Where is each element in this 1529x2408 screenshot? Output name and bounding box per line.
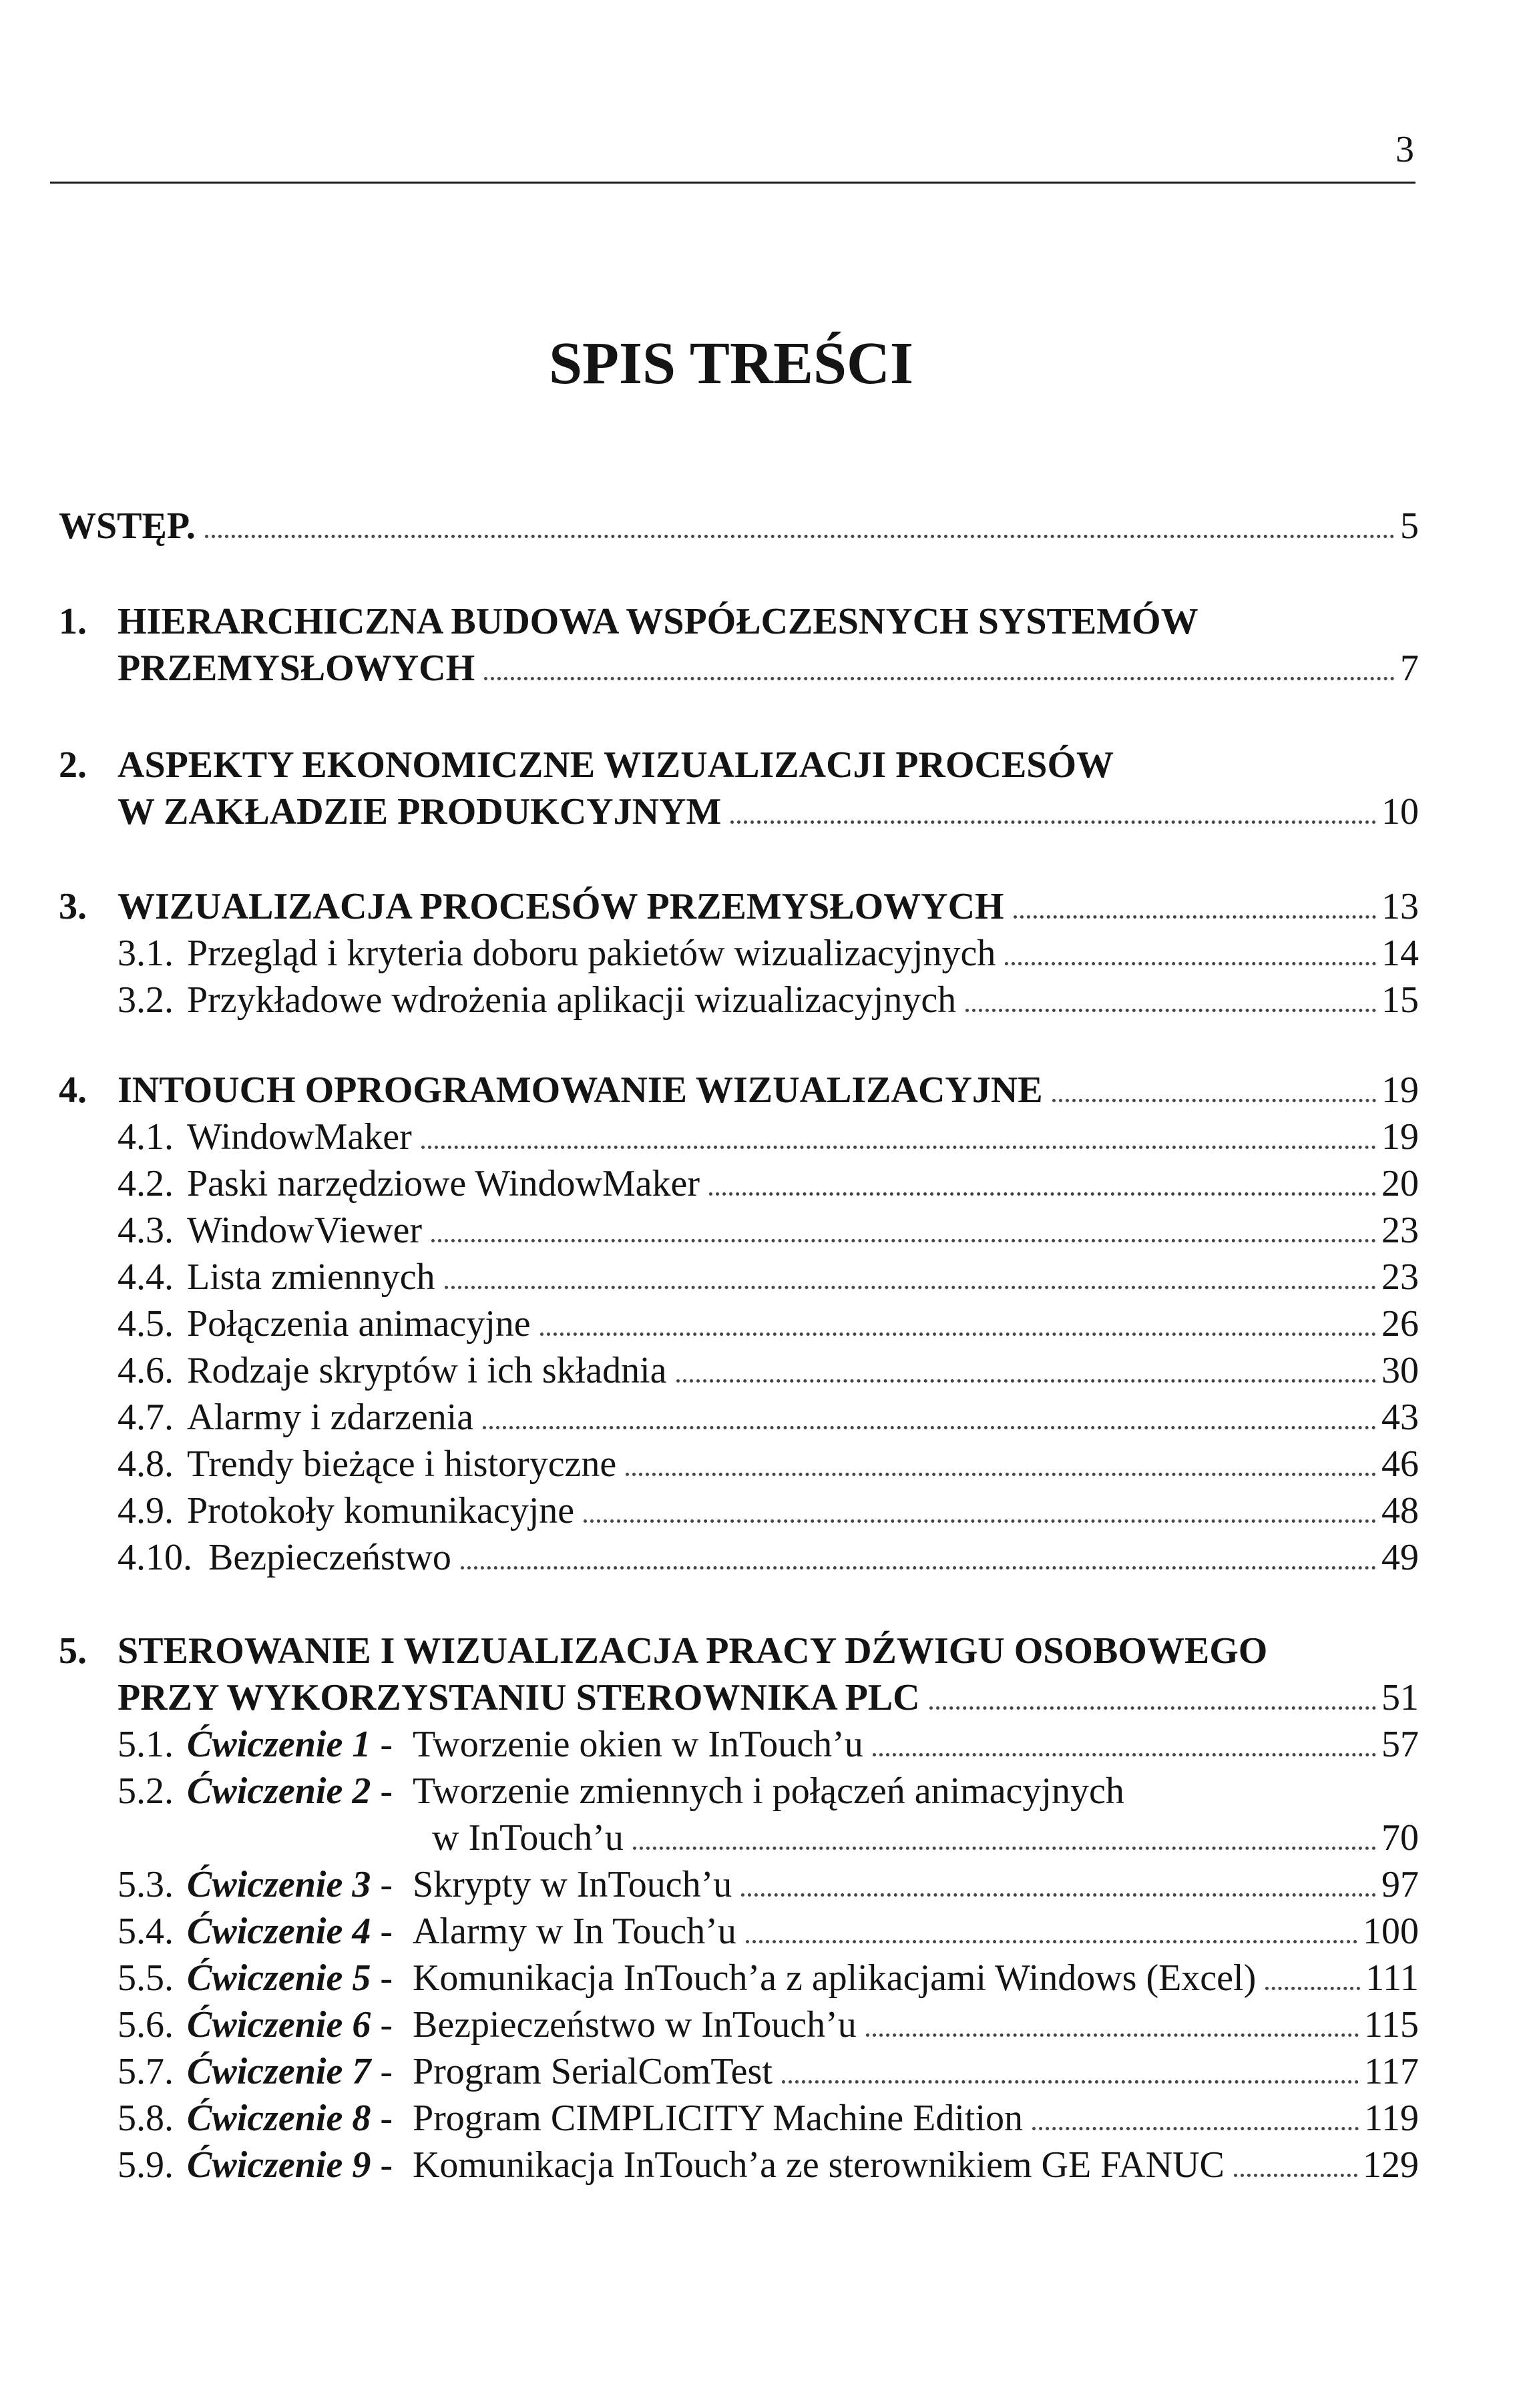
toc-entry-4-1[interactable] — [118, 1115, 1419, 1160]
dot-leader — [873, 1753, 1376, 1756]
dot-leader — [421, 1146, 1376, 1149]
toc-entry-title: Komunikacja InTouch’a ze sterownikiem GE FANUC — [412, 2144, 1225, 2186]
toc-entry-number: 5.4. — [118, 1911, 174, 1952]
toc-entry-number: 4.2. — [118, 1163, 174, 1204]
page-number: 3 — [1395, 129, 1414, 170]
dot-leader — [965, 1009, 1376, 1012]
toc-entry-number: 3. — [59, 886, 87, 927]
toc-entry-5-6[interactable] — [118, 2003, 1419, 2048]
dot-leader — [540, 1333, 1376, 1336]
toc-entry-title: Paski narzędziowe WindowMaker — [187, 1163, 700, 1204]
dot-leader — [584, 1519, 1376, 1523]
toc-entry-page: 111 — [1365, 1957, 1419, 1999]
toc-entry-3-2[interactable] — [118, 978, 1419, 1023]
toc-chapter-2-line1[interactable] — [59, 743, 1114, 788]
exercise-label: Ćwiczenie 3 — [187, 1864, 371, 1905]
dot-leader — [746, 1940, 1357, 1943]
toc-entry-number: 5.1. — [118, 1724, 174, 1765]
exercise-label: Ćwiczenie 5 — [187, 1957, 371, 1999]
toc-entry-number: 5.7. — [118, 2051, 174, 2092]
toc-entry-4-10[interactable] — [118, 1535, 1419, 1580]
toc-entry-number: 1. — [59, 601, 87, 642]
toc-entry-page: 13 — [1381, 886, 1419, 927]
toc-entry-number: 3.1. — [118, 933, 174, 974]
exercise-dash: - — [371, 1957, 393, 1999]
toc-entry-title: Alarmy i zdarzenia — [187, 1397, 474, 1438]
dot-leader — [730, 820, 1376, 824]
toc-entry-number: 4.7. — [118, 1397, 174, 1438]
exercise-dash: - — [371, 2144, 393, 2186]
toc-entry-title: Rodzaje skryptów i ich składnia — [187, 1350, 667, 1391]
toc-entry-4-3[interactable] — [118, 1208, 1419, 1253]
dot-leader — [1052, 1099, 1376, 1102]
exercise-label: Ćwiczenie 7 — [187, 2051, 371, 2092]
toc-entry-title: Alarmy w In Touch’u — [412, 1911, 736, 1952]
toc-entry-number: 4.1. — [118, 1116, 174, 1158]
page-title: SPIS TREŚCI — [548, 330, 914, 397]
exercise-label: Ćwiczenie 1 — [187, 1724, 371, 1765]
toc-entry-title: WindowViewer — [187, 1210, 423, 1251]
toc-entry-number: 4. — [59, 1069, 87, 1111]
toc-entry-title: Tworzenie okien w InTouch’u — [412, 1724, 863, 1765]
toc-entry-number: 4.3. — [118, 1210, 174, 1251]
exercise-dash: - — [371, 2098, 393, 2139]
dot-leader — [483, 1426, 1376, 1429]
toc-entry-number: 3.2. — [118, 979, 174, 1021]
exercise-dash: - — [371, 1911, 393, 1952]
toc-entry-5-2-line1[interactable] — [118, 1769, 1124, 1814]
toc-entry-page: 19 — [1381, 1069, 1419, 1111]
dot-leader — [445, 1286, 1376, 1289]
toc-entry-5-9[interactable] — [118, 2143, 1419, 2188]
exercise-label: Ćwiczenie 8 — [187, 2098, 371, 2139]
toc-chapter-1-line1[interactable] — [59, 599, 1198, 644]
dot-leader — [633, 1847, 1376, 1850]
toc-entry-title: Tworzenie zmiennych i połączeń animacyjnych — [412, 1770, 1124, 1812]
dot-leader — [866, 2033, 1359, 2037]
dot-leader — [741, 1893, 1376, 1897]
exercise-label: Ćwiczenie 9 — [187, 2144, 371, 2186]
toc-entry-title: Przegląd i kryteria doboru pakietów wizualizacyjnych — [187, 933, 996, 974]
toc-entry-number: 4.4. — [118, 1256, 174, 1298]
toc-entry-5-5[interactable] — [118, 1956, 1419, 2001]
toc-entry-page: 23 — [1381, 1210, 1419, 1251]
toc-entry-intro[interactable] — [59, 504, 1419, 549]
toc-entry-page: 97 — [1381, 1864, 1419, 1905]
dot-leader — [205, 535, 1395, 538]
toc-entry-page: 23 — [1381, 1256, 1419, 1298]
toc-entry-page: 100 — [1363, 1911, 1419, 1952]
toc-entry-title: ASPEKTY EKONOMICZNE WIZUALIZACJI PROCESÓW — [118, 744, 1114, 786]
toc-entry-chapter-1[interactable] — [118, 646, 1419, 691]
toc-entry-page: 70 — [1381, 1817, 1419, 1859]
toc-entry-number: 4.10. — [118, 1537, 192, 1578]
toc-entry-4-6[interactable] — [118, 1349, 1419, 1393]
exercise-dash: - — [371, 1770, 393, 1812]
dot-leader — [626, 1473, 1376, 1476]
toc-entry-title: Bezpieczeństwo — [208, 1537, 451, 1578]
toc-entry-title: HIERARCHICZNA BUDOWA WSPÓŁCZESNYCH SYSTEMÓW — [118, 601, 1198, 642]
toc-entry-number: 5.8. — [118, 2098, 174, 2139]
toc-entry-5-7[interactable] — [118, 2050, 1419, 2094]
toc-entry-title: Program CIMPLICITY Machine Edition — [412, 2098, 1024, 2139]
dot-leader — [709, 1192, 1376, 1196]
toc-entry-title: WIZUALIZACJA PROCESÓW PRZEMYSŁOWYCH — [118, 886, 1004, 927]
toc-entry-page: 129 — [1363, 2144, 1419, 2186]
toc-entry-title: Protokoły komunikacyjne — [187, 1490, 575, 1531]
toc-entry-title: WindowMaker — [187, 1116, 412, 1158]
dot-leader — [1014, 915, 1376, 919]
toc-entry-4-5[interactable] — [118, 1302, 1419, 1347]
toc-entry-4-4[interactable] — [118, 1255, 1419, 1300]
toc-entry-page: 5 — [1400, 505, 1419, 547]
toc-entry-page: 30 — [1381, 1350, 1419, 1391]
toc-entry-4-8[interactable] — [118, 1442, 1419, 1487]
toc-entry-title: W ZAKŁADZIE PRODUKCYJNYM — [118, 791, 722, 832]
toc-entry-title: Trendy bieżące i historyczne — [187, 1443, 617, 1485]
toc-entry-chapter-3[interactable] — [59, 885, 1419, 929]
toc-entry-5-1[interactable] — [118, 1722, 1419, 1767]
toc-entry-page: 49 — [1381, 1537, 1419, 1578]
exercise-label: Ćwiczenie 4 — [187, 1911, 371, 1952]
toc-entry-page: 7 — [1400, 648, 1419, 689]
toc-entry-title: Bezpieczeństwo w InTouch’u — [412, 2004, 857, 2045]
toc-entry-title: Połączenia animacyjne — [187, 1303, 531, 1345]
toc-entry-chapter-5[interactable] — [118, 1676, 1419, 1720]
toc-entry-page: 115 — [1364, 2004, 1419, 2045]
dot-leader — [782, 2080, 1359, 2084]
toc-entry-title: Lista zmiennych — [187, 1256, 435, 1298]
toc-entry-5-4[interactable] — [118, 1909, 1419, 1954]
dot-leader — [431, 1239, 1376, 1242]
exercise-label: Ćwiczenie 6 — [187, 2004, 371, 2045]
toc-entry-number: 5.2. — [118, 1770, 174, 1812]
toc-entry-number: 5.6. — [118, 2004, 174, 2045]
dot-leader — [1032, 2127, 1359, 2130]
toc-entry-5-3[interactable] — [118, 1863, 1419, 1907]
toc-entry-5-2[interactable] — [432, 1816, 1419, 1861]
toc-entry-4-2[interactable] — [118, 1162, 1419, 1206]
toc-entry-page: 19 — [1381, 1116, 1419, 1158]
dot-leader — [1234, 2174, 1357, 2177]
toc-entry-title: INTOUCH OPROGRAMOWANIE WIZUALIZACYJNE — [118, 1069, 1043, 1111]
toc-entry-number: 4.8. — [118, 1443, 174, 1485]
toc-entry-chapter-2[interactable] — [118, 790, 1419, 834]
toc-entry-number: 4.6. — [118, 1350, 174, 1391]
toc-entry-title: PRZY WYKORZYSTANIU STEROWNIKA PLC — [118, 1677, 920, 1718]
toc-entry-page: 117 — [1364, 2051, 1419, 2092]
toc-entry-chapter-4[interactable] — [59, 1068, 1419, 1113]
toc-entry-title: w InTouch’u — [432, 1817, 624, 1859]
toc-entry-page: 10 — [1381, 791, 1419, 832]
toc-entry-title: Przykładowe wdrożenia aplikacji wizualizacyjnych — [187, 979, 957, 1021]
toc-entry-page: 48 — [1381, 1490, 1419, 1531]
toc-entry-title: STEROWANIE I WIZUALIZACJA PRACY DŹWIGU OSOBOWEGO — [118, 1630, 1268, 1672]
toc-entry-page: 15 — [1381, 979, 1419, 1021]
toc-entry-number: 2. — [59, 744, 87, 786]
toc-entry-title: Komunikacja InTouch’a z aplikacjami Windows (Excel) — [412, 1957, 1257, 1999]
exercise-label: Ćwiczenie 2 — [187, 1770, 371, 1812]
exercise-dash: - — [371, 1864, 393, 1905]
dot-leader — [1265, 1987, 1360, 1990]
dot-leader — [484, 677, 1395, 680]
toc-entry-page: 46 — [1381, 1443, 1419, 1485]
toc-entry-page: 43 — [1381, 1397, 1419, 1438]
toc-entry-4-7[interactable] — [118, 1395, 1419, 1440]
toc-entry-5-8[interactable] — [118, 2096, 1419, 2141]
dot-leader — [461, 1566, 1376, 1570]
exercise-dash: - — [371, 1724, 393, 1765]
toc-entry-4-9[interactable] — [118, 1489, 1419, 1533]
toc-entry-number: 5.5. — [118, 1957, 174, 1999]
toc-entry-page: 14 — [1381, 933, 1419, 974]
toc-entry-number: 4.5. — [118, 1303, 174, 1345]
dot-leader — [1005, 962, 1376, 965]
toc-chapter-5-line1[interactable] — [59, 1629, 1267, 1674]
dot-leader — [676, 1379, 1376, 1383]
dot-leader — [929, 1706, 1376, 1710]
toc-entry-number: 5.9. — [118, 2144, 174, 2186]
toc-entry-page: 51 — [1381, 1677, 1419, 1718]
toc-entry-title: WSTĘP. — [59, 505, 196, 547]
toc-entry-page: 57 — [1381, 1724, 1419, 1765]
toc-entry-page: 119 — [1364, 2098, 1419, 2139]
toc-entry-number: 4.9. — [118, 1490, 174, 1531]
toc-entry-page: 20 — [1381, 1163, 1419, 1204]
exercise-dash: - — [371, 2004, 393, 2045]
toc-entry-number: 5. — [59, 1630, 87, 1672]
toc-entry-title: Skrypty w InTouch’u — [412, 1864, 732, 1905]
toc-entry-page: 26 — [1381, 1303, 1419, 1345]
toc-entry-title: Program SerialComTest — [412, 2051, 773, 2092]
toc-entry-title: PRZEMYSŁOWYCH — [118, 648, 475, 689]
exercise-dash: - — [371, 2051, 393, 2092]
toc-entry-number: 5.3. — [118, 1864, 174, 1905]
toc-entry-3-1[interactable] — [118, 931, 1419, 976]
